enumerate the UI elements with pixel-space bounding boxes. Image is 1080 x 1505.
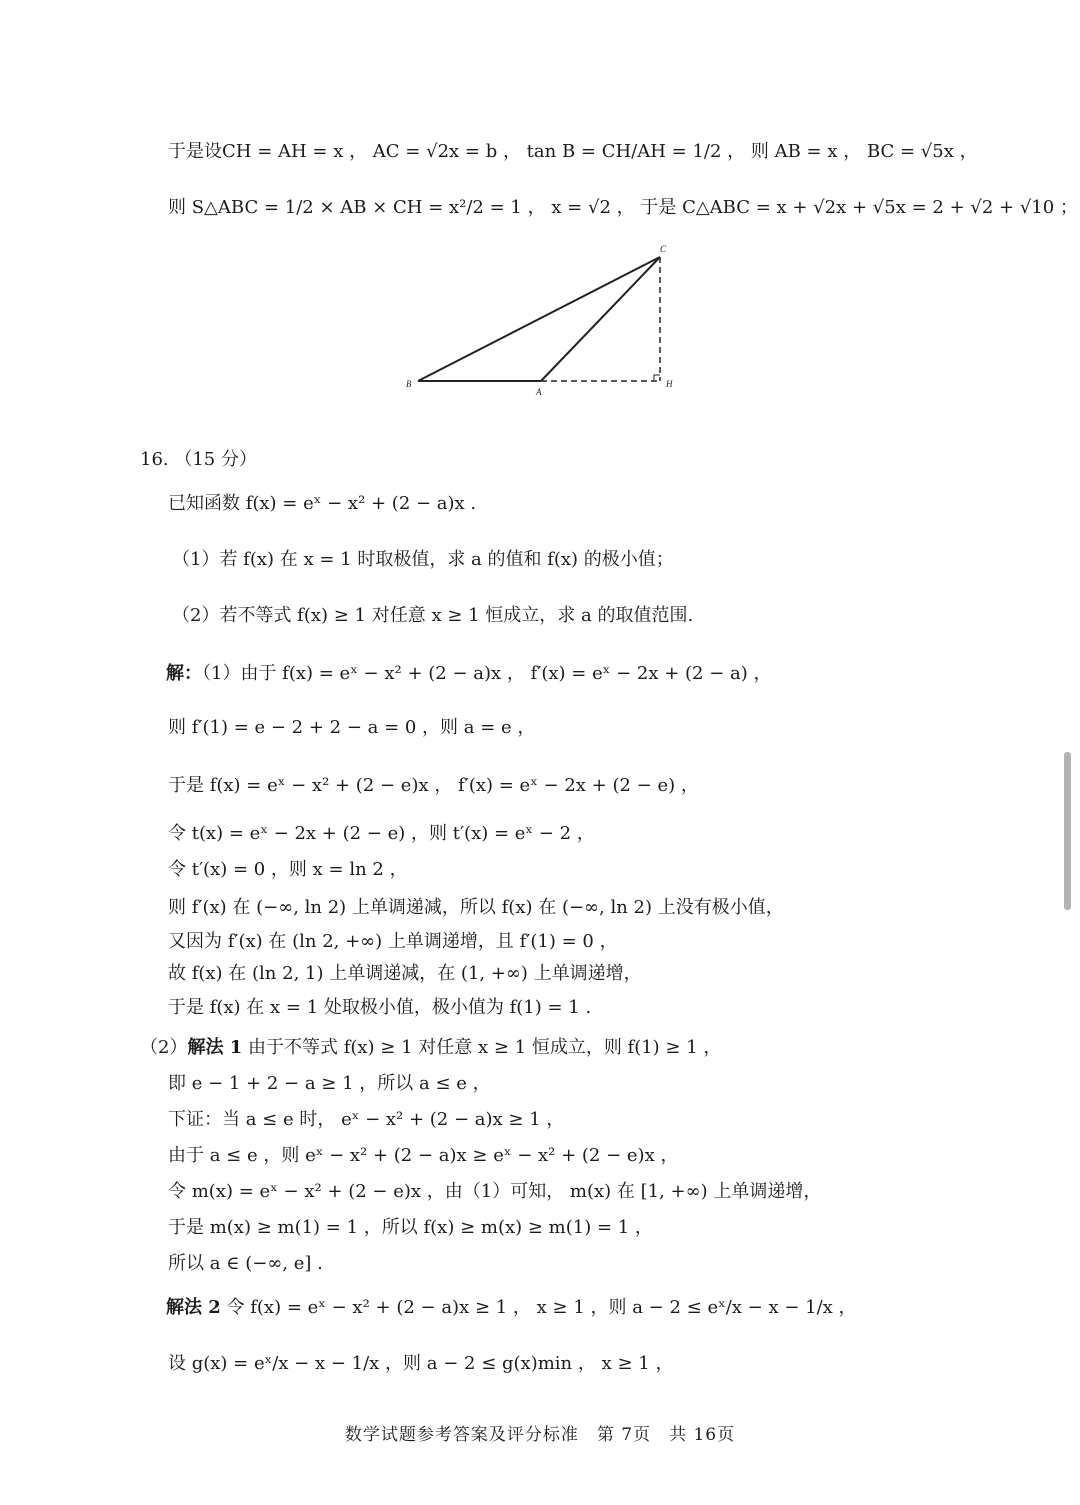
- solution-line: 于是 f(x) 在 x = 1 处取极小值，极小值为 f(1) = 1 .: [168, 997, 592, 1018]
- solution-line: [166, 662, 772, 686]
- vertex-c-label: C: [660, 244, 667, 254]
- solution-line: 令 t′(x) = 0 ，则 x = ln 2 ，: [168, 859, 408, 880]
- part2-text: 由于不等式 f(x) ≥ 1 对任意 x ≥ 1 恒成立，则 f(1) ≥ 1 ，: [242, 1037, 722, 1058]
- question-part-2: （2）若不等式 f(x) ≥ 1 对任意 x ≥ 1 恒成立，求 a 的取值范围.: [172, 605, 694, 626]
- text-line: 于是设CH = AH = x ， AC = √2x = b ， tan B = CH/AH = 1/2 ， 则 AB = x ， BC = √5x ，: [168, 141, 978, 162]
- page-footer: 数学试题参考答案及评分标准 第 7页 共 16页: [344, 1425, 736, 1445]
- scrollbar[interactable]: [1064, 752, 1071, 910]
- part2-line: 令 m(x) = eˣ − x² + (2 − e)x ，由（1）可知， m(x) 在 [1, +∞) 上单调递增，: [168, 1181, 822, 1202]
- part2-line: 所以 a ∈ (−∞, e] .: [168, 1253, 323, 1274]
- part2-line: 于是 m(x) ≥ m(1) = 1 ，所以 f(x) ≥ m(x) ≥ m(1) = 1 ，: [168, 1217, 653, 1238]
- solution-line: 又因为 f′(x) 在 (ln 2, +∞) 上单调递增，且 f′(1) = 0 ，: [168, 931, 618, 952]
- solution-line: 则 f′(1) = e − 2 + 2 − a = 0 ，则 a = e ，: [168, 717, 536, 738]
- part2-line: 下证：当 a ≤ e 时， eˣ − x² + (2 − a)x ≥ 1 ，: [168, 1109, 565, 1130]
- vertex-a-label: A: [536, 387, 542, 397]
- part2-line: [140, 1036, 721, 1060]
- solution-line: 故 f(x) 在 (ln 2, 1) 上单调递减，在 (1, +∞) 上单调递增，: [168, 963, 642, 984]
- text-line: 则 S△ABC = 1/2 × AB × CH = x²/2 = 1 ， x = √2 ， 于是 C△ABC = x + √2x + √5x = 2 + √2 + √10 ；: [168, 197, 1078, 218]
- part2-line: 设 g(x) = eˣ/x − x − 1/x ，则 a − 2 ≤ g(x)min ， x ≥ 1 ，: [168, 1353, 674, 1374]
- method2-line: [166, 1296, 857, 1320]
- part2-line: 即 e − 1 + 2 − a ≥ 1 ，所以 a ≤ e ，: [168, 1073, 491, 1094]
- method2-text: 令 f(x) = eˣ − x² + (2 − a)x ≥ 1 ， x ≥ 1 ，则 a − 2 ≤ eˣ/x − x − 1/x ，: [220, 1297, 857, 1318]
- vertex-h-label: H: [666, 379, 673, 389]
- solution-line: 于是 f(x) = eˣ − x² + (2 − e)x ， f′(x) = eˣ − 2x + (2 − e) ，: [168, 775, 699, 796]
- solution-label: 解：: [166, 663, 202, 684]
- solution-line: 令 t(x) = eˣ − 2x + (2 − e) ，则 t′(x) = eˣ − 2 ，: [168, 823, 595, 844]
- triangle-figure: [398, 240, 698, 400]
- method2-label: 解法 2: [166, 1297, 221, 1318]
- solution-text: （1）由于 f(x) = eˣ − x² + (2 − a)x ， f′(x) = eˣ − 2x + (2 − a) ，: [202, 663, 772, 684]
- question-stem: 已知函数 f(x) = eˣ − x² + (2 − a)x .: [168, 493, 477, 514]
- vertex-b-label: B: [406, 379, 412, 389]
- question-part-1: （1）若 f(x) 在 x = 1 时取极值，求 a 的值和 f(x) 的极小值；: [172, 549, 674, 570]
- solution-line: 则 f′(x) 在 (−∞, ln 2) 上单调递减，所以 f(x) 在 (−∞, ln 2) 上没有极小值，: [168, 897, 784, 918]
- method1-label: 解法 1: [187, 1037, 243, 1058]
- question-header: 16. （15 分）: [140, 449, 257, 470]
- part2-prefix: （2）: [140, 1037, 188, 1058]
- part2-line: 由于 a ≤ e ，则 eˣ − x² + (2 − a)x ≥ eˣ − x² + (2 − e)x ，: [168, 1145, 679, 1166]
